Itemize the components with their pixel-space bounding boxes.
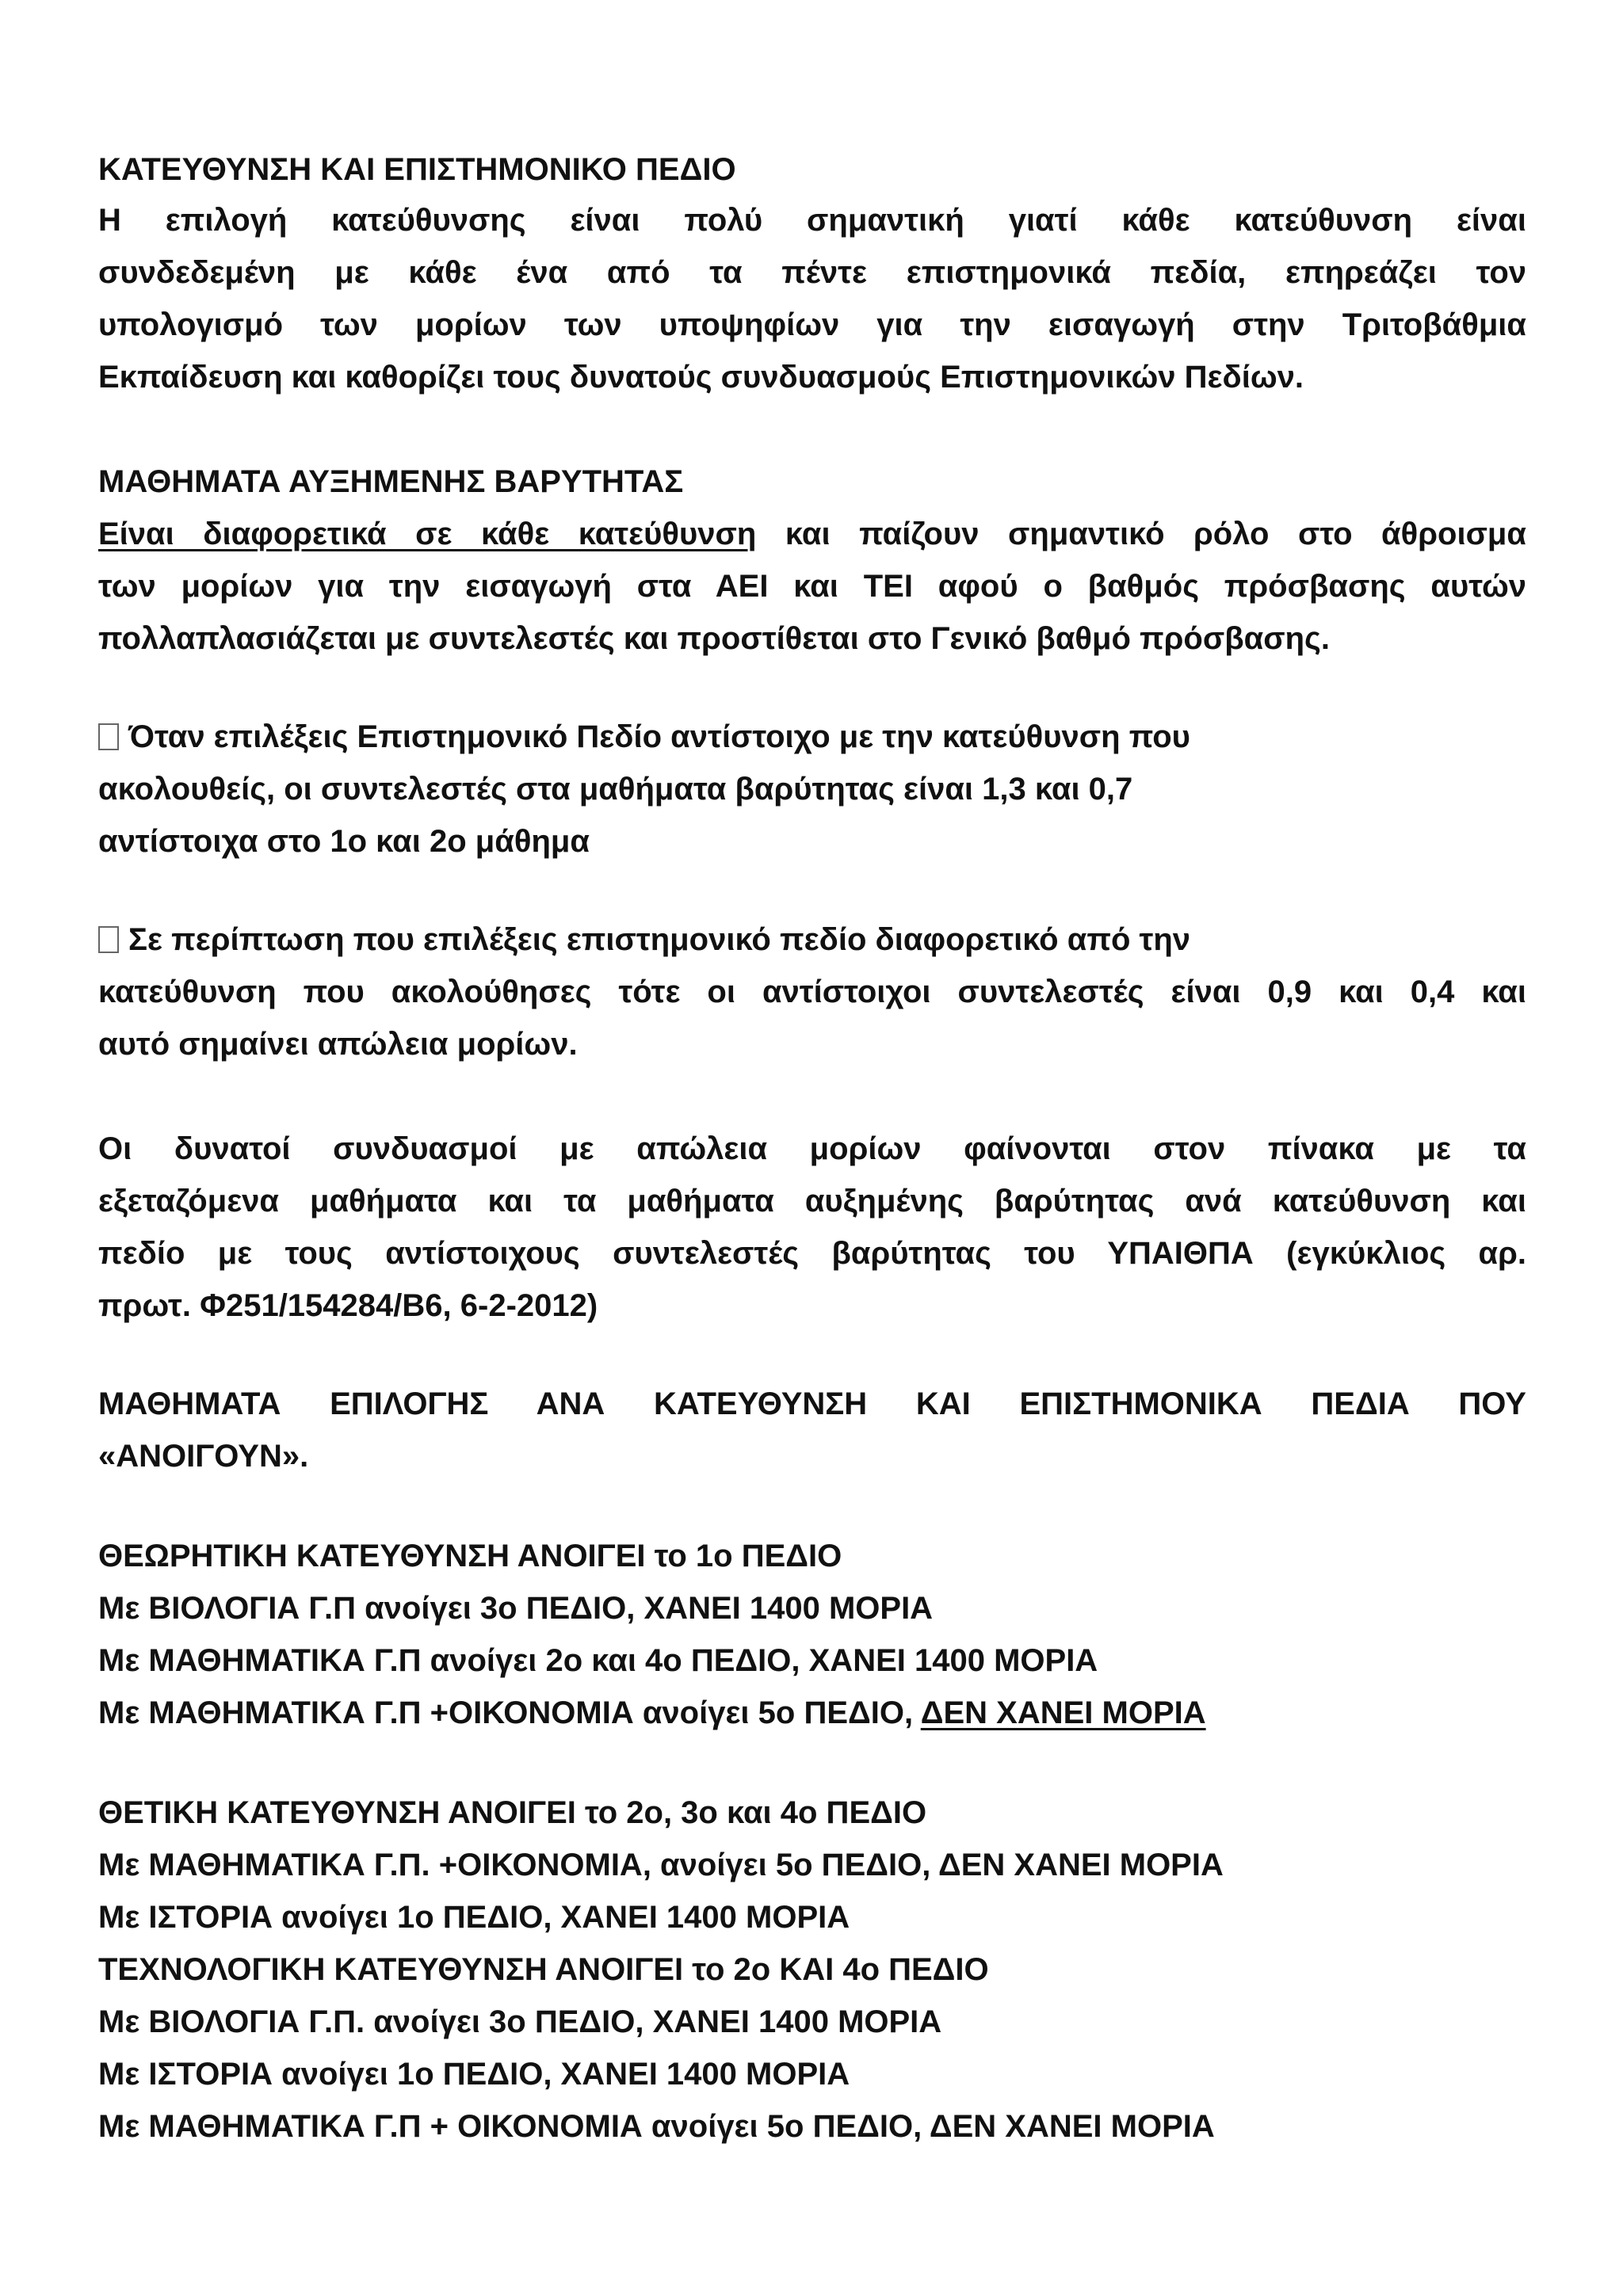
paragraph-line: εξεταζόμενα μαθήματα και τα μαθήματα αυξημένης βαρύτητας ανά κατεύθυνση και bbox=[98, 1184, 1526, 1219]
bullet-item bbox=[98, 711, 1526, 762]
missing-glyph-icon bbox=[98, 723, 119, 750]
direction-item bbox=[98, 1688, 1526, 1738]
direction-heading-theoretical: ΘΕΩΡΗΤΙΚΗ ΚΑΤΕΥΘΥΝΣΗ ΑΝΟΙΓΕΙ το 1ο ΠΕΔΙΟ bbox=[98, 1539, 842, 1573]
bullet-line: αυτό σημαίνει απώλεια μορίων. bbox=[98, 1027, 578, 1062]
direction-item: Με ΒΙΟΛΟΓΙΑ Γ.Π. ανοίγει 3ο ΠΕΔΙΟ, ΧΑΝΕΙ 1400 ΜΟΡΙΑ bbox=[98, 2004, 942, 2039]
direction-item: Με ΙΣΤΟΡΙΑ ανοίγει 1ο ΠΕΔΙΟ, ΧΑΝΕΙ 1400 ΜΟΡΙΑ bbox=[98, 2057, 850, 2092]
bullet-item bbox=[98, 914, 1526, 965]
bullet-text: Σε περίπτωση που επιλέξεις επιστημονικό πεδίο διαφορετικό από την bbox=[128, 922, 1191, 957]
bullet-line: ακολουθείς, οι συντελεστές στα μαθήματα βαρύτητας είναι 1,3 και 0,7 bbox=[98, 772, 1133, 807]
paragraph-line: πρωτ. Φ251/154284/Β6, 6-2-2012) bbox=[98, 1288, 598, 1323]
heading-weighted-courses: ΜΑΘΗΜΑΤΑ ΑΥΞΗΜΕΝΗΣ ΒΑΡΥΤΗΤΑΣ bbox=[98, 464, 684, 499]
direction-item: Με ΜΑΘΗΜΑΤΙΚΑ Γ.Π + ΟΙΚΟΝΟΜΙΑ ανοίγει 5ο ΠΕΔΙΟ, ΔΕΝ ΧΑΝΕΙ ΜΟΡΙΑ bbox=[98, 2109, 1215, 2144]
paragraph-line: των μορίων για την εισαγωγή στα ΑΕΙ και ΤΕΙ αφού ο βαθμός πρόσβασης αυτών bbox=[98, 569, 1526, 604]
paragraph-line: πεδίο με τους αντίστοιχους συντελεστές βαρύτητας του ΥΠΑΙΘΠΑ (εγκύκλιος αρ. bbox=[98, 1236, 1526, 1271]
direction-item: Με ΒΙΟΛΟΓΙΑ Γ.Π ανοίγει 3ο ΠΕΔΙΟ, ΧΑΝΕΙ 1400 ΜΟΡΙΑ bbox=[98, 1591, 934, 1626]
heading-elective-courses: ΜΑΘΗΜΑΤΑ ΕΠΙΛΟΓΗΣ ΑΝΑ ΚΑΤΕΥΘΥΝΣΗ ΚΑΙ ΕΠΙΣΤΗΜΟΝΙΚΑ ΠΕΔΙΑ ΠΟΥ bbox=[98, 1386, 1526, 1421]
paragraph-line: Η επιλογή κατεύθυνσης είναι πολύ σημαντική γιατί κάθε κατεύθυνση είναι bbox=[98, 203, 1526, 238]
paragraph-line: συνδεδεμένη με κάθε ένα από τα πέντε επιστημονικά πεδία, επηρεάζει τον bbox=[98, 255, 1526, 290]
paragraph-text: και παίζουν σημαντικό ρόλο στο άθροισμα bbox=[756, 517, 1526, 551]
bullet-text: Όταν επιλέξεις Επιστημονικό Πεδίο αντίστοιχο με την κατεύθυνση που bbox=[128, 719, 1190, 754]
direction-item: Με ΜΑΘΗΜΑΤΙΚΑ Γ.Π ανοίγει 2ο και 4ο ΠΕΔΙΟ, ΧΑΝΕΙ 1400 ΜΟΡΙΑ bbox=[98, 1643, 1098, 1678]
underlined-text: ΔΕΝ ΧΑΝΕΙ ΜΟΡΙΑ bbox=[920, 1695, 1206, 1730]
direction-item-text: Με ΜΑΘΗΜΑΤΙΚΑ Γ.Π +ΟΙΚΟΝΟΜΙΑ ανοίγει 5ο ΠΕΔΙΟ, bbox=[98, 1695, 921, 1730]
direction-heading-technological: ΤΕΧΝΟΛΟΓΙΚΗ ΚΑΤΕΥΘΥΝΣΗ ΑΝΟΙΓΕΙ το 2ο ΚΑΙ 4ο ΠΕΔΙΟ bbox=[98, 1952, 989, 1987]
bullet-line: κατεύθυνση που ακολούθησες τότε οι αντίστοιχοι συντελεστές είναι 0,9 και 0,4 και bbox=[98, 974, 1526, 1009]
direction-item: Με ΜΑΘΗΜΑΤΙΚΑ Γ.Π. +ΟΙΚΟΝΟΜΙΑ, ανοίγει 5ο ΠΕΔΙΟ, ΔΕΝ ΧΑΝΕΙ ΜΟΡΙΑ bbox=[98, 1848, 1224, 1882]
paragraph-line: υπολογισμό των μορίων των υποψηφίων για την εισαγωγή στην Τριτοβάθμια bbox=[98, 307, 1526, 342]
bullet-line: αντίστοιχα στο 1ο και 2ο μάθημα bbox=[98, 824, 590, 859]
heading-direction-field: ΚΑΤΕΥΘΥΝΣΗ ΚΑΙ ΕΠΙΣΤΗΜΟΝΙΚΟ ΠΕΔΙΟ bbox=[98, 152, 736, 187]
direction-heading-positive: ΘΕΤΙΚΗ ΚΑΤΕΥΘΥΝΣΗ ΑΝΟΙΓΕΙ το 2ο, 3ο και 4ο ΠΕΔΙΟ bbox=[98, 1795, 927, 1830]
paragraph-line: Εκπαίδευση και καθορίζει τους δυνατούς συνδυασμούς Επιστημονικών Πεδίων. bbox=[98, 360, 1304, 395]
paragraph-line: πολλαπλασιάζεται με συντελεστές και προστίθεται στο Γενικό βαθμό πρόσβασης. bbox=[98, 621, 1330, 656]
missing-glyph-icon bbox=[98, 926, 119, 953]
paragraph-line bbox=[98, 509, 1526, 559]
heading-elective-courses-cont: «ΑΝΟΙΓΟΥΝ». bbox=[98, 1439, 309, 1474]
direction-item: Με ΙΣΤΟΡΙΑ ανοίγει 1ο ΠΕΔΙΟ, ΧΑΝΕΙ 1400 ΜΟΡΙΑ bbox=[98, 1900, 850, 1935]
paragraph-line: Οι δυνατοί συνδυασμοί με απώλεια μορίων φαίνονται στον πίνακα με τα bbox=[98, 1131, 1526, 1166]
underlined-text: Είναι διαφορετικά σε κάθε κατεύθυνση bbox=[98, 517, 757, 551]
